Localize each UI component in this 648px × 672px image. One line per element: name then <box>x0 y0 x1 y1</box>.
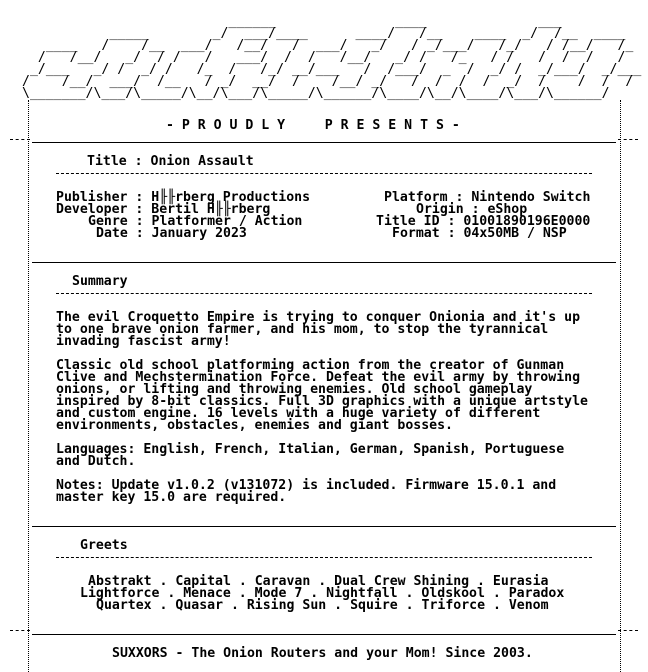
right-tick <box>618 139 638 140</box>
format-field: Format : 04x50MB / NSP <box>392 226 567 241</box>
footer-tagline: SUXXORS - The Onion Routers and your Mom! Since 2003. <box>112 646 533 661</box>
proudly-presents: - P R O U D L Y P R E S E N T S - <box>166 118 460 133</box>
greets-line: Lightforce . Menace . Mode 7 . Nightfall . Oldskool . Paradox <box>80 586 565 601</box>
summary-paragraph: The evil Croquetto Empire is trying to conquer Onionia and it's up to one brave onion farmer, and his mom, to stop the tyrannical invading fascist army! <box>56 310 581 349</box>
divider <box>32 262 616 263</box>
developer-field: Developer : Bertil H╟╟rberg <box>56 202 271 217</box>
title-underline <box>56 173 592 174</box>
left-tick-bottom <box>10 630 30 631</box>
languages-paragraph: Languages: English, French, Italian, German, Spanish, Portuguese and Dutch. <box>56 442 565 469</box>
greets-line: Quartex . Quasar . Rising Sun . Squire . Triforce . Venom <box>96 598 549 613</box>
group-logo-ascii-art: ______ ____ ___ _____ _/ ___/____ ____/ /__ ____ _/ /__ ____ ____ / /__ ___/ /__/ / ___/ _/ / _/___/ /_/ / /__/ /_ / /__/ _/ / / / ___/ / / /__/ _/ / /_ / / / / / / _/___ _/ / _/ / /_ / /_/ __/___ / /___/ _ / _/ / _/___/ _/___ / /__/ ___/ /__ / _/ __/ / /__/ _/ / / / / _/ / / / / \_______/\___/\_____/\__/\___/\_____/\______/\____/\__/\____/\___/\______/ <box>22 14 642 101</box>
release-title: Title : Onion Assault <box>87 154 254 169</box>
summary-heading: Summary <box>72 274 128 289</box>
greets-line: Abstrakt . Capital . Caravan . Dual Crew Shining . Eurasia <box>88 574 549 589</box>
description-paragraph: Classic old school platforming action from the creator of Gunman Clive and Mechstermination Force. Defeat the evil army by throwing onions, or lifting and throwing enemies. Old school gameplay inspired by 8-bit classics. Full 3D graphics with a unique artstyle and custom engine. 16 levels with a huge variety of different environments, obstacles, enemies and giant bosses. <box>56 358 588 433</box>
greets-heading: Greets <box>80 538 128 553</box>
right-tick-bottom <box>618 630 638 631</box>
summary-underline <box>56 293 592 294</box>
platform-field: Platform : Nintendo Switch <box>384 190 591 205</box>
divider <box>32 526 616 527</box>
left-border <box>28 100 29 672</box>
date-field: Date : January 2023 <box>96 226 247 241</box>
divider <box>32 634 616 635</box>
greets-underline <box>56 557 592 558</box>
left-tick <box>10 139 30 140</box>
notes-paragraph: Notes: Update v1.0.2 (v131072) is included. Firmware 15.0.1 and master key 15.0 are required. <box>56 478 557 505</box>
origin-field: Origin : eShop <box>416 202 528 217</box>
divider <box>32 142 616 143</box>
publisher-field: Publisher : H╟╟rberg Productions <box>56 190 311 205</box>
genre-field: Genre : Platformer / Action <box>88 214 303 229</box>
title-id-field: Title ID : 01001890196E0000 <box>376 214 591 229</box>
right-border <box>620 100 621 672</box>
